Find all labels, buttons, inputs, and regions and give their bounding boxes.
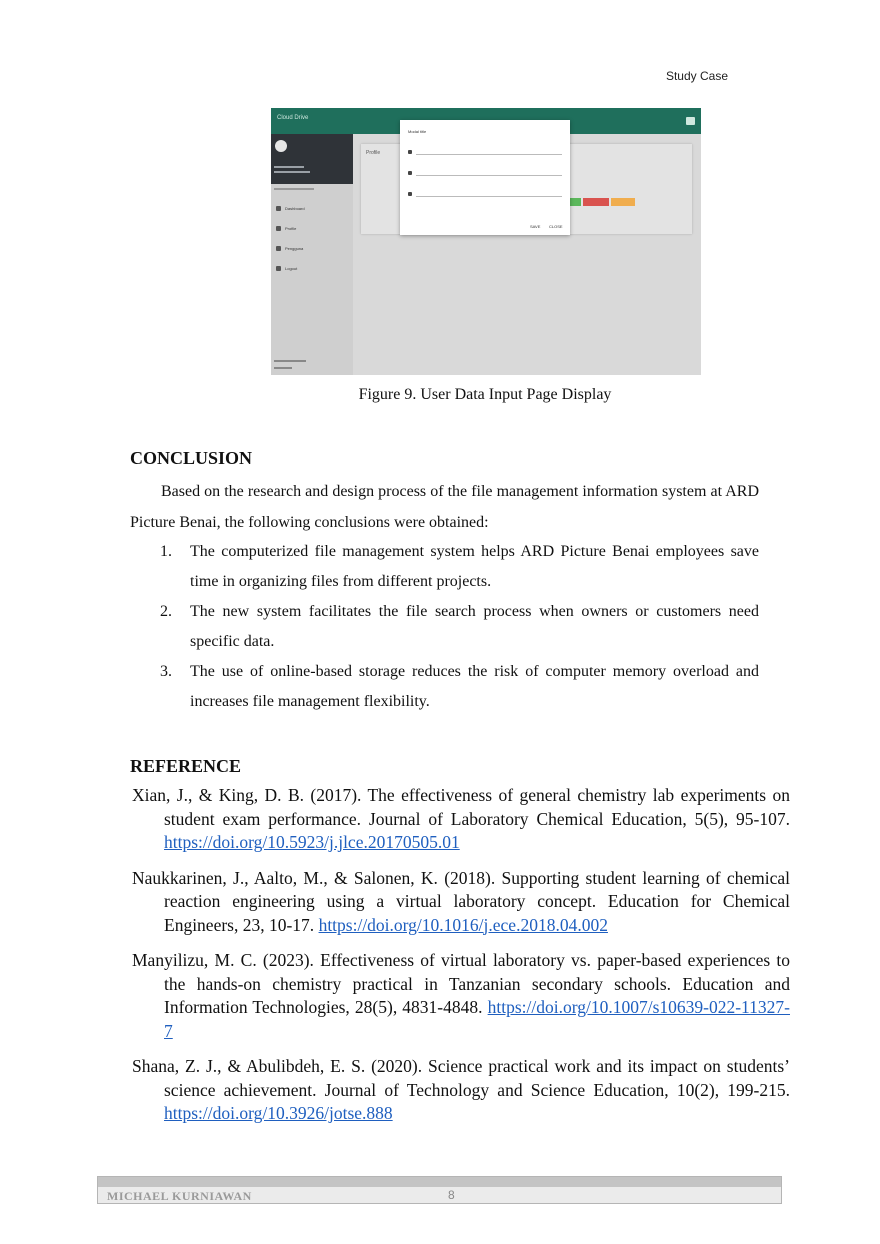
conclusion-intro (130, 476, 759, 538)
list-item (160, 597, 759, 657)
logout-icon (276, 266, 281, 271)
user-icon (408, 150, 412, 154)
password-field[interactable] (416, 188, 562, 197)
reference-text: Shana, Z. J., & Abulibdeh, E. S. (2020). Science practical work and its impact on students’ science achievement. Journal of Technology and Science Education, 10(2), 199-215. (132, 1056, 790, 1100)
sidebar-item-logout[interactable] (276, 266, 297, 271)
sidebar-item-profile[interactable] (276, 226, 296, 231)
reference-entry (132, 784, 790, 855)
list-item-text: The use of online-based storage reduces the risk of computer memory overload and increases file management flexibility. (190, 663, 759, 710)
reference-heading: REFERENCE (130, 756, 242, 776)
save-button[interactable]: SAVE (530, 224, 541, 229)
footer-bar (98, 1177, 781, 1187)
page-number: 8 (448, 1188, 455, 1202)
modal-title: Modal title (408, 129, 427, 134)
list-number: 1. (160, 543, 172, 560)
doi-link[interactable]: https://doi.org/10.5923/j.jlce.20170505.01 (164, 832, 460, 852)
table-action-button[interactable] (611, 198, 635, 206)
name-field[interactable] (416, 146, 562, 155)
users-icon (276, 246, 281, 251)
modal-dialog (400, 120, 570, 235)
reference-list (132, 784, 790, 1138)
sidebar-text-line (274, 166, 304, 168)
upload-icon (686, 117, 695, 125)
sidebar-item-label: Profile (285, 226, 297, 231)
figure-screenshot (271, 108, 701, 375)
dashboard-icon (276, 206, 281, 211)
reference-text: Naukkarinen, J., Aalto, M., & Salonen, K. (2018). Supporting student learning of chemical reaction engineering using a virtual laboratory concept. Education for Chemical Engineers, 23, 10-17. (132, 867, 790, 935)
sidebar-text-line (274, 188, 314, 190)
footer-author: MICHAEL KURNIAWAN (107, 1189, 252, 1203)
list-number: 3. (160, 663, 172, 680)
running-head: Study Case (665, 69, 728, 83)
conclusion-heading: CONCLUSION (130, 448, 253, 468)
sidebar-item-dashboard[interactable] (276, 206, 305, 211)
page-footer (97, 1176, 782, 1204)
email-icon (408, 171, 412, 175)
sidebar-profile (271, 134, 353, 184)
lock-icon (408, 192, 412, 196)
doi-link[interactable]: https://doi.org/10.1007/s10639-022-11327-7 (164, 997, 790, 1041)
sidebar-item-label: Pengguna (285, 246, 304, 251)
app-brand: Cloud Drive (277, 115, 309, 121)
doi-link[interactable]: https://doi.org/10.1016/j.ece.2018.04.002 (318, 914, 608, 935)
reference-entry (132, 867, 790, 938)
app-sidebar (271, 134, 353, 375)
profile-icon (276, 226, 281, 231)
doi-link[interactable]: https://doi.org/10.3926/jotse.888 (164, 1103, 393, 1123)
conclusion-intro-text: Based on the research and design process of the file management information system at ARD Picture Benai, the following conclusions were obtained: (130, 483, 759, 531)
panel-title: Profile (366, 150, 381, 156)
list-item-text: The new system facilitates the file search process when owners or customers need specific data. (190, 603, 759, 650)
figure-caption: Figure 9. User Data Input Page Display (358, 386, 612, 403)
list-number: 2. (160, 603, 172, 620)
conclusion-list (160, 537, 759, 717)
table-action-button[interactable] (583, 198, 609, 206)
close-button[interactable]: CLOSE (549, 224, 563, 229)
email-field[interactable] (416, 167, 562, 176)
sidebar-text-line (274, 171, 310, 173)
reference-text: Xian, J., & King, D. B. (2017). The effectiveness of general chemistry lab experiments on student exam performance. Journal of Laboratory Chemical Education, 5(5), 95-107. (132, 785, 790, 829)
avatar (275, 140, 287, 152)
list-item (160, 657, 759, 717)
reference-entry (132, 949, 790, 1043)
list-item (160, 537, 759, 597)
sidebar-footer-line (274, 367, 292, 369)
sidebar-item-label: Logout (285, 266, 298, 271)
reference-text: Manyilizu, M. C. (2023). Effectiveness of virtual laboratory vs. paper-based experiences to the hands-on chemistry practical in Tanzanian secondary schools. Education and Information Technologies, 28(5), 4831-4848. (132, 950, 790, 1017)
reference-entry (132, 1055, 790, 1126)
list-item-text: The computerized file management system helps ARD Picture Benai employees save time in organizing files from different projects. (190, 543, 759, 590)
sidebar-item-label: Dashboard (285, 206, 305, 211)
sidebar-item-pengguna[interactable] (276, 246, 303, 251)
sidebar-footer-line (274, 360, 306, 362)
